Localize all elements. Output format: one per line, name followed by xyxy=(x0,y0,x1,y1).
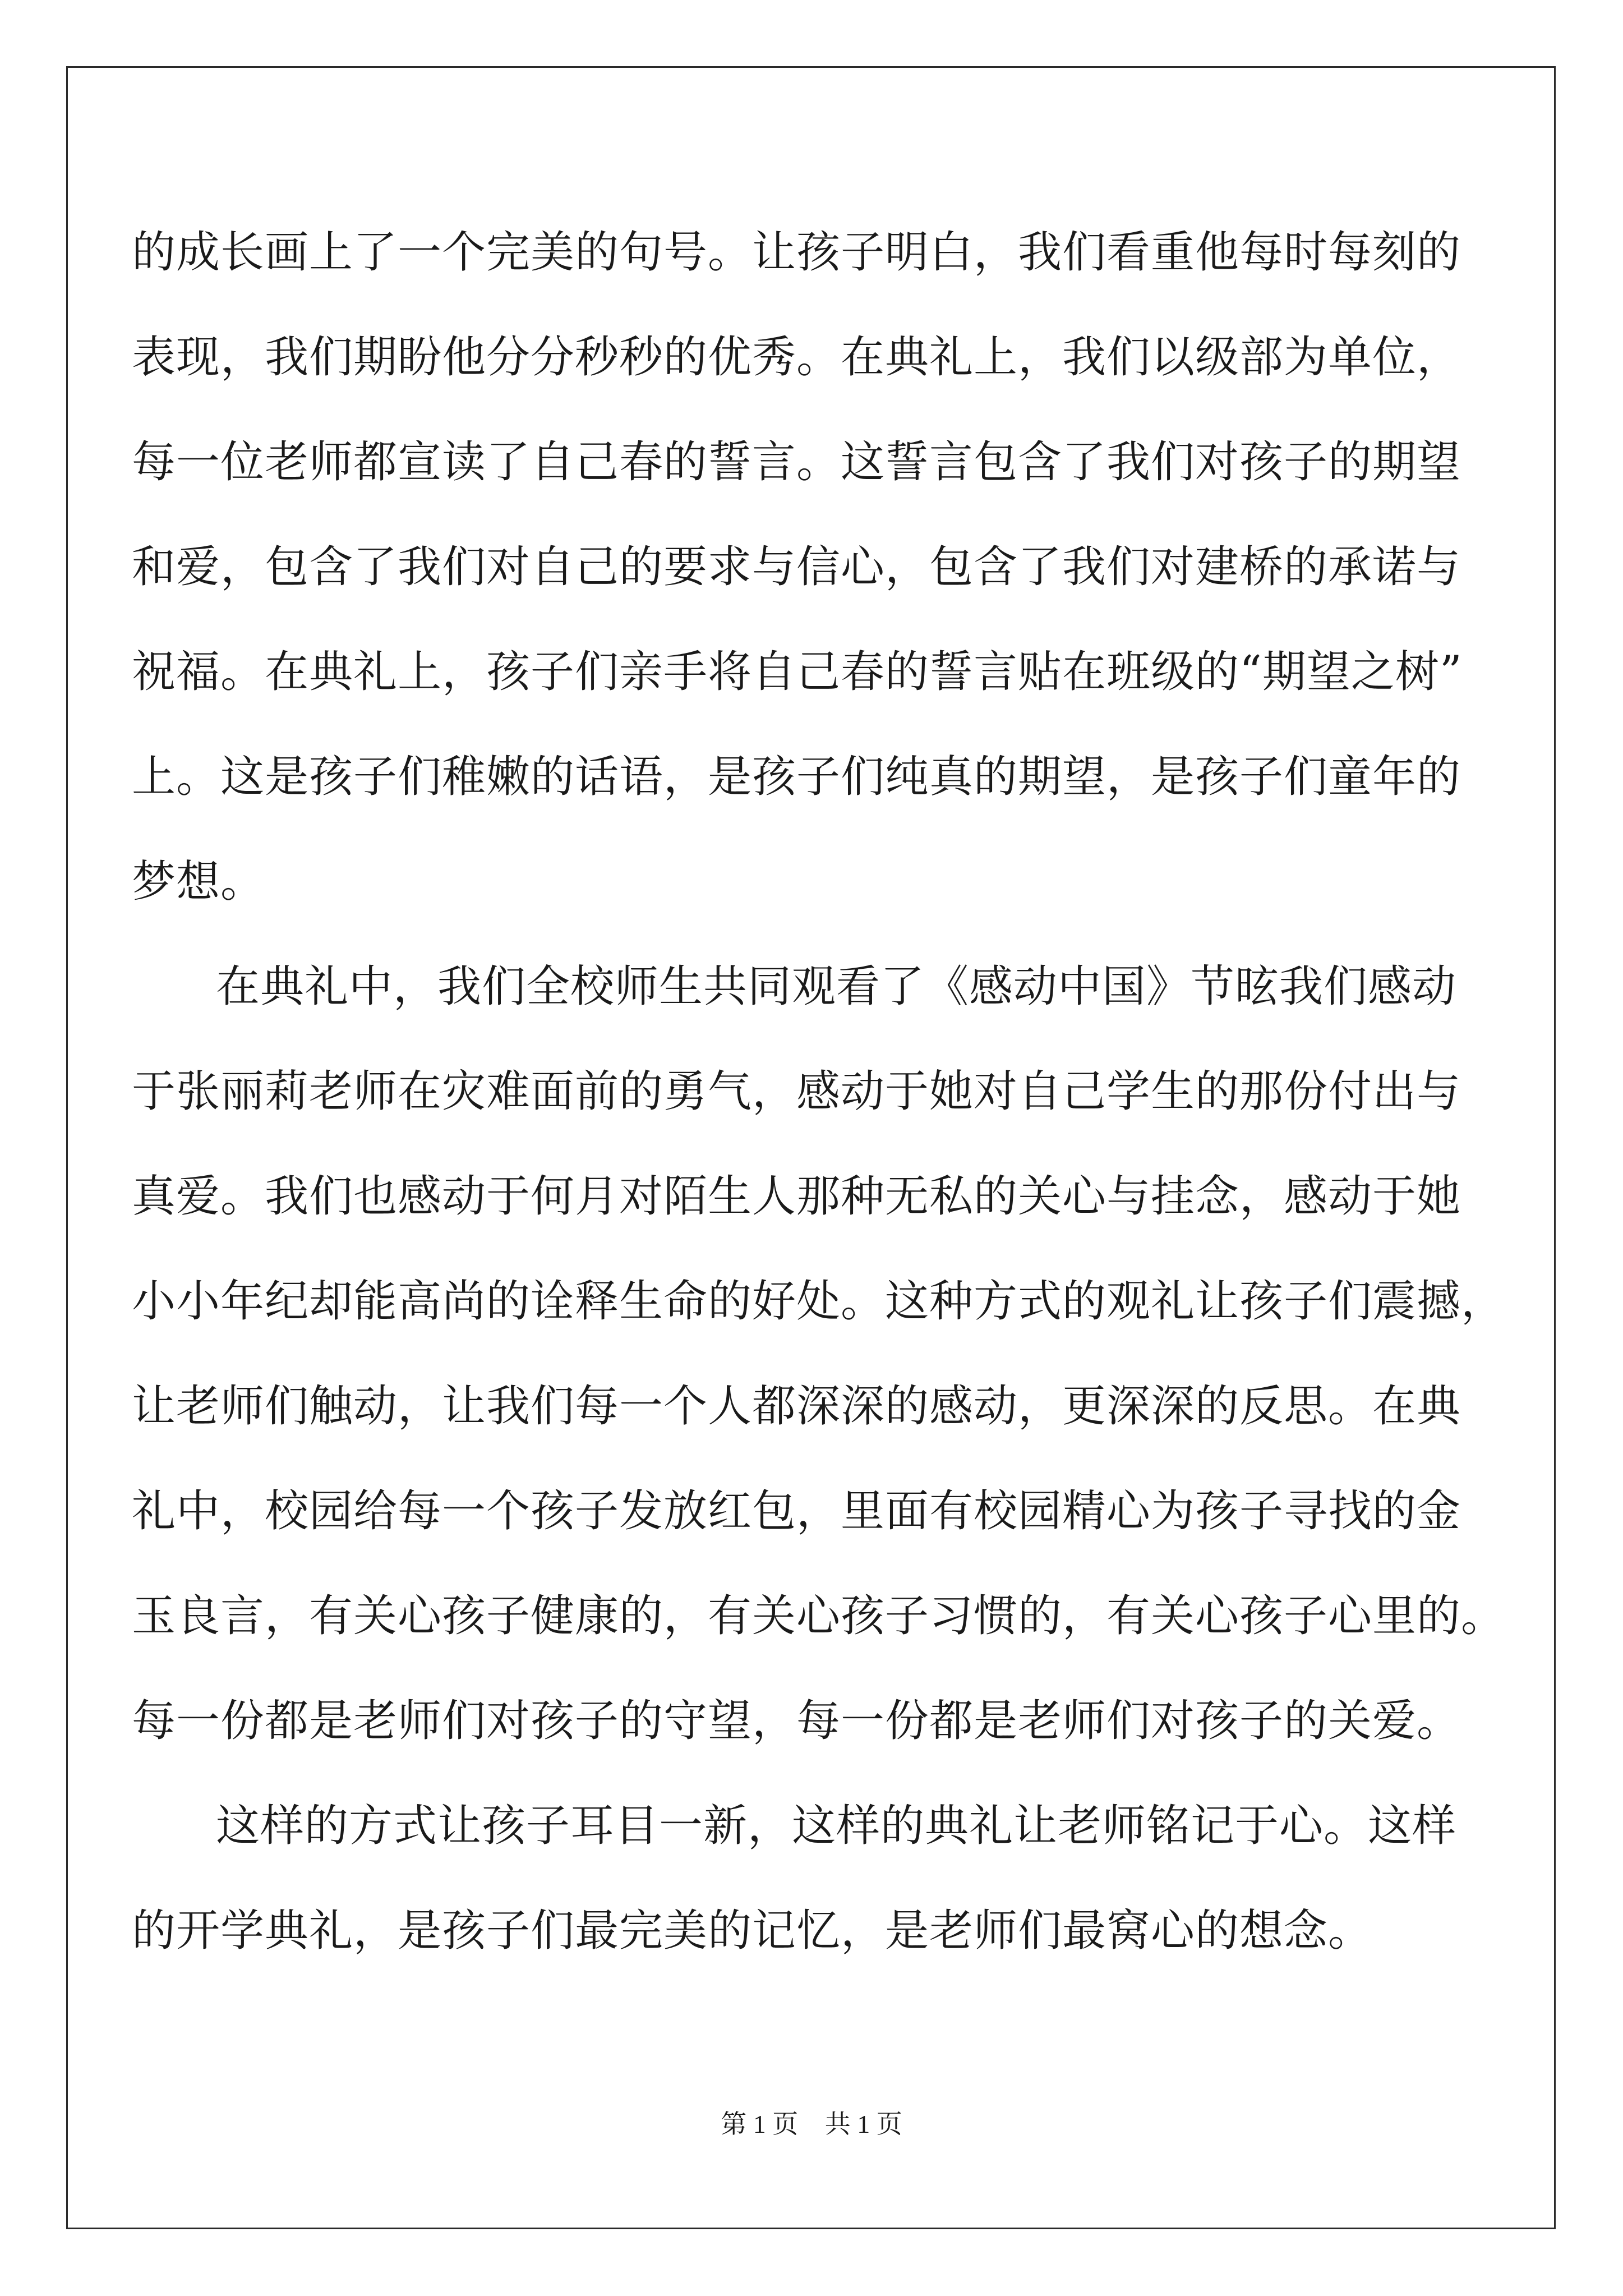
paragraph-first-line: 这样的方式让孩子耳目一新，这样的典礼让老师铭记于心。这样 xyxy=(216,1801,1457,1851)
text-line: 梦想。 xyxy=(132,857,265,907)
page-number: 第 1 页 xyxy=(721,2110,799,2138)
page-footer xyxy=(0,2104,1623,2141)
text-line: 礼中，校园给每一个孩子发放红包，里面有校园精心为孩子寻找的金 xyxy=(132,1486,1461,1536)
page-total: 共 1 页 xyxy=(824,2110,902,2138)
paragraph-first-line: 在典礼中，我们全校师生共同观看了《感动中国》节昡我们感动 xyxy=(216,961,1457,1012)
text-line: 于张丽莉老师在灾难面前的勇气，感动于她对自己学生的那份付出与 xyxy=(132,1066,1461,1117)
text-line: 和爱，包含了我们对自己的要求与信心，包含了我们对建桥的承诺与 xyxy=(132,542,1461,592)
text-line: 每一位老师都宣读了自己春的誓言。这誓言包含了我们对孩子的期望 xyxy=(132,437,1461,487)
text-line: 的成长画上了一个完美的句号。让孩子明白，我们看重他每时每刻的 xyxy=(132,227,1461,278)
text-line: 的开学典礼，是孩子们最完美的记忆，是老师们最窝心的想念。 xyxy=(132,1906,1373,1956)
text-line: 小小年纪却能高尚的诠释生命的好处。这种方式的观礼让孩子们震撼， xyxy=(132,1276,1506,1327)
text-line: 让老师们触动，让我们每一个人都深深的感动，更深深的反思。在典 xyxy=(132,1381,1461,1432)
text-line: 每一份都是老师们对孩子的守望，每一份都是老师们对孩子的关爱。 xyxy=(132,1696,1461,1746)
text-line: 玉良言，有关心孩子健康的，有关心孩子习惯的，有关心孩子心里的。 xyxy=(132,1591,1506,1641)
text-line: 真爱。我们也感动于何月对陌生人那种无私的关心与挂念，感动于她 xyxy=(132,1171,1461,1222)
text-line: 上。这是孩子们稚嫩的话语，是孩子们纯真的期望，是孩子们童年的 xyxy=(132,752,1461,802)
text-line: 祝福。在典礼上，孩子们亲手将自己春的誓言贴在班级的“期望之树” xyxy=(132,647,1463,697)
text-line: 表现，我们期盼他分分秒秒的优秀。在典礼上，我们以级部为单位， xyxy=(132,332,1461,383)
